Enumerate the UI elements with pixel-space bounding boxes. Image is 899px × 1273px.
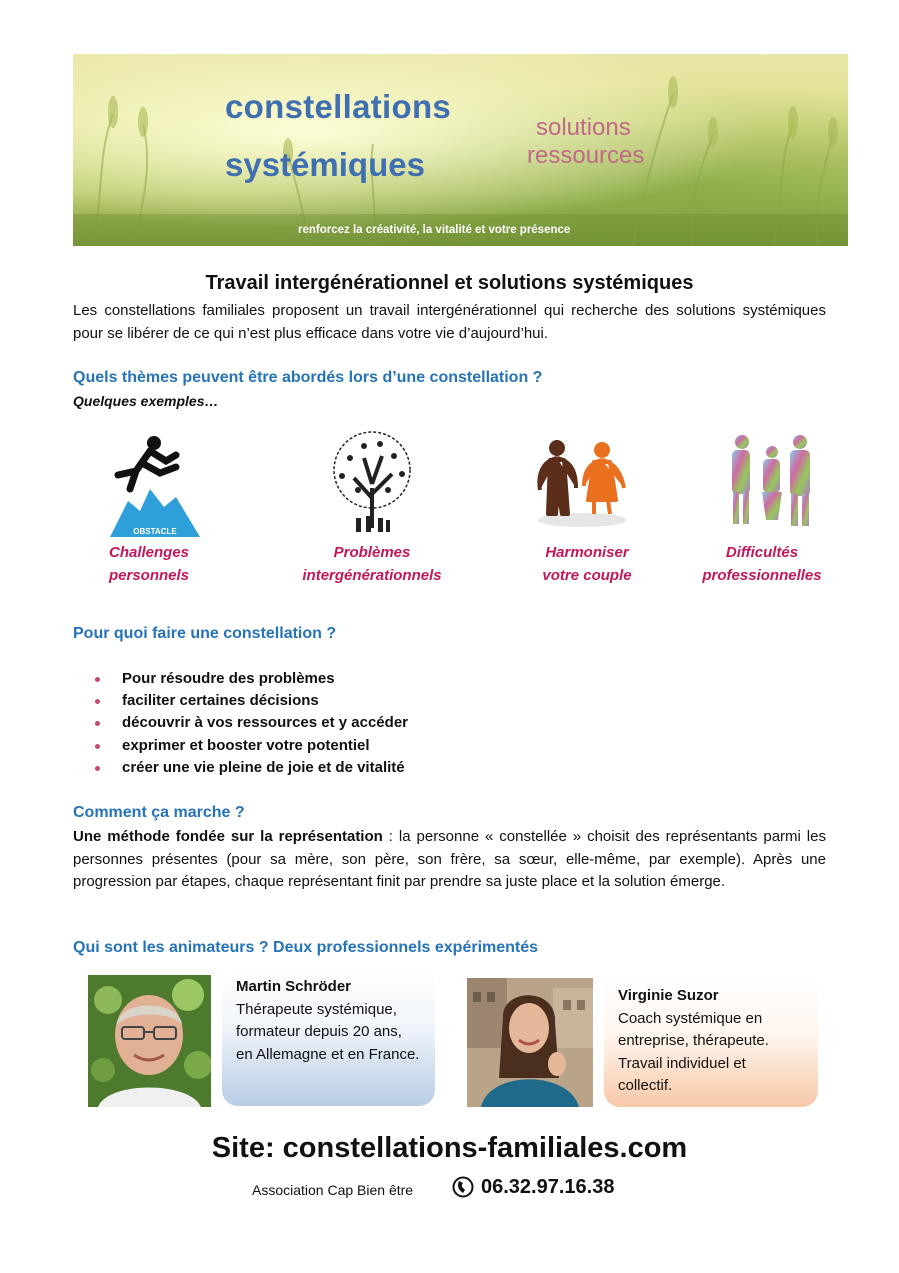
how-paragraph <box>73 826 826 894</box>
martin-description: Thérapeute systémique, formateur depuis 20 ans, en Allemagne et en France. <box>236 1000 420 1063</box>
why-heading: Pour quoi faire une constellation ? <box>73 625 337 642</box>
theme-caption-professional: Difficultés professionnelles <box>702 544 822 584</box>
martin-name: Martin Schröder <box>236 978 352 995</box>
colleagues-talking-icon <box>720 428 824 534</box>
virginie-description: Coach systémique en entreprise, thérapeute. Travail individuel et collectif. <box>618 1009 769 1094</box>
banner-tagline: renforcez la créativité, la vitalité et votre présence <box>298 224 571 236</box>
theme-caption-couple: Harmoniser votre couple <box>542 544 632 584</box>
phone-number: 06.32.97.16.38 <box>481 1176 615 1198</box>
page-title: Travail intergénérationnel et solutions systémiques <box>205 272 694 294</box>
obstacle-badge: OBSTACLE <box>133 527 177 536</box>
how-heading: Comment ça marche ? <box>73 804 245 821</box>
themes-heading: Quels thèmes peuvent être abordés lors d’une constellation ? <box>73 369 543 386</box>
martin-card <box>222 968 435 1106</box>
examples-label: Quelques exemples… <box>73 393 219 409</box>
list-item: faciliter certaines décisions <box>95 690 408 712</box>
how-body: : la personne « constellée » choisit des représentants parmi les personnes présentes (pour sa mère, son père, son frère, sa sœur, elle-même, par exemple). Après une progression par étapes, chaque représentant finit par prendre sa juste place et la solution émerge. <box>73 828 826 890</box>
virginie-photo <box>467 978 593 1107</box>
banner-title-line2: systémiques <box>225 146 425 183</box>
banner-subtitle-line1: solutions <box>536 114 631 141</box>
phone-icon <box>452 1176 474 1198</box>
list-item: Pour résoudre des problèmes <box>95 668 408 690</box>
martin-photo <box>88 975 211 1107</box>
theme-caption-intergenerational: Problèmes intergénérationnels <box>302 544 442 584</box>
website-address: Site: constellations-familiales.com <box>211 1132 688 1164</box>
animators-heading: Qui sont les animateurs ? Deux professionnels expérimentés <box>73 939 539 956</box>
intro-paragraph: Les constellations familiales proposent un travail intergénérationnel qui recherche des solutions systémiques pour se libérer de ce qui n’est plus efficace dans votre vie d’aujourd’hui. <box>73 302 826 342</box>
virginie-name: Virginie Suzor <box>618 987 719 1004</box>
why-list <box>95 668 408 779</box>
how-lead: Une méthode fondée sur la représentation <box>73 828 383 845</box>
list-item: découvrir à vos ressources et y accéder <box>95 712 408 734</box>
virginie-card <box>604 973 818 1107</box>
obstacle-jump-icon <box>106 431 210 537</box>
banner-title-line1: constellations <box>225 88 452 125</box>
list-item: créer une vie pleine de joie et de vitalité <box>95 757 408 779</box>
list-item: exprimer et booster votre potentiel <box>95 735 408 757</box>
family-tree-icon <box>320 428 424 534</box>
header-banner <box>73 54 848 246</box>
couple-icon <box>530 428 634 534</box>
banner-subtitle-line2: ressources <box>527 142 645 169</box>
wheat-field-illustration <box>73 54 848 246</box>
theme-caption-challenges: Challenges personnels <box>108 544 190 584</box>
association-name: Association Cap Bien être <box>252 1182 414 1198</box>
